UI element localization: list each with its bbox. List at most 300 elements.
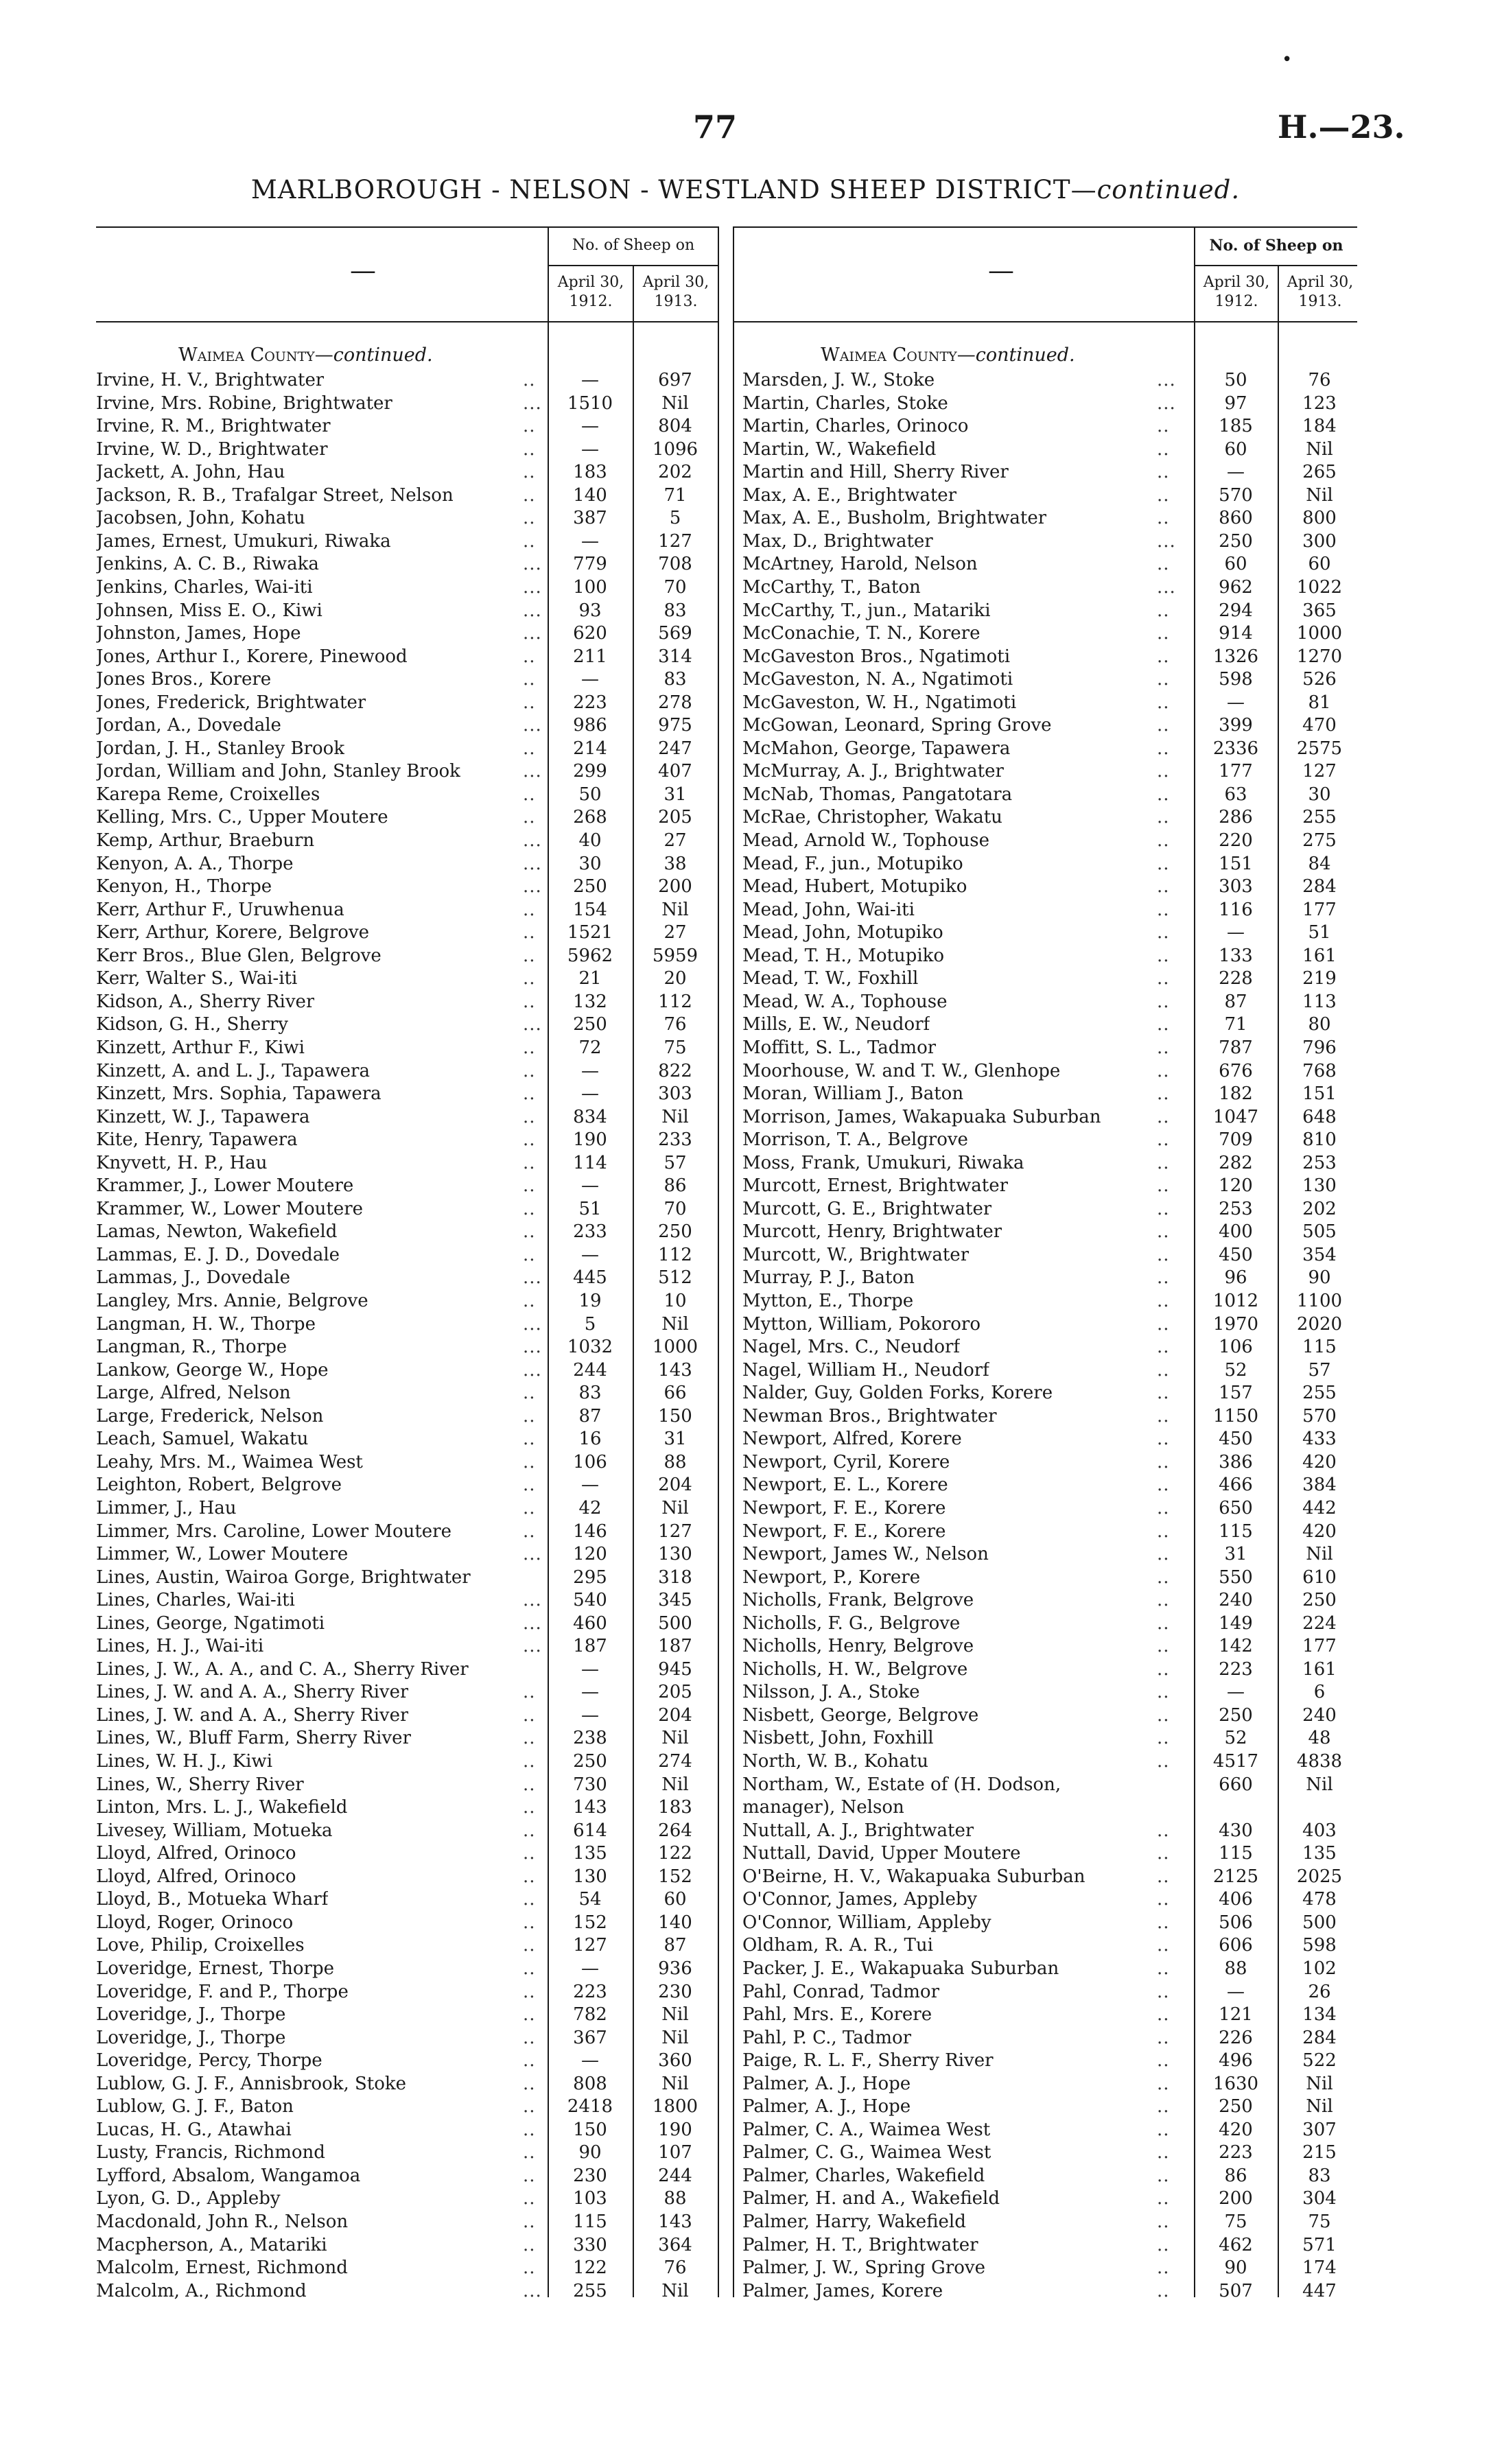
table-row: [96, 922, 718, 944]
holder-name: Mead, T. H., Motupiko: [742, 945, 945, 966]
table-row: [96, 1750, 718, 1773]
table-row: [742, 760, 1357, 783]
table-row: [742, 991, 1357, 1013]
holder-name: Linton, Mrs. L. J., Wakefield: [96, 1797, 348, 1818]
count-1912: 367: [573, 2027, 607, 2048]
count-1913: 364: [658, 2234, 692, 2255]
count-1912: 87: [1224, 991, 1247, 1012]
holder-name: Leahy, Mrs. M., Waimea West: [96, 1451, 363, 1472]
count-1913: 70: [664, 1198, 687, 1219]
holder-name: Jackett, A. John, Hau: [96, 462, 285, 483]
holder-name: Jordan, J. H., Stanley Brook: [96, 738, 345, 759]
leader-dots: ..: [523, 2188, 536, 2209]
count-1912: 106: [1219, 1337, 1253, 1358]
count-1912: 250: [1219, 530, 1253, 552]
table-row: [742, 1336, 1357, 1359]
count-1912: 220: [1219, 830, 1253, 851]
leader-dots: ..: [523, 370, 536, 390]
leader-dots: ..: [1157, 416, 1170, 437]
holder-name: McRae, Christopher, Wakatu: [742, 807, 1002, 828]
holder-name: McCarthy, T., jun., Matariki: [742, 600, 991, 621]
count-1912: 116: [1219, 899, 1253, 920]
holder-name: Lusty, Francis, Richmond: [96, 2142, 325, 2163]
leader-dots: ..: [1157, 738, 1170, 759]
count-1912: 462: [1219, 2234, 1253, 2255]
leader-dots: ..: [1157, 1198, 1170, 1219]
table-row: [742, 369, 1357, 392]
count-1912: 97: [1224, 392, 1247, 414]
leader-dots: ..: [523, 1912, 536, 1933]
table-row: [742, 1866, 1357, 1888]
leader-dots: ..: [523, 1958, 536, 1979]
count-1912: —: [1227, 1981, 1245, 2002]
count-1912: 120: [1219, 1175, 1253, 1197]
count-1913: Nil: [1306, 484, 1333, 506]
count-1913: 250: [658, 1221, 692, 1243]
count-1913: 571: [1302, 2234, 1337, 2255]
holder-name: Jacobsen, John, Kohatu: [96, 508, 305, 529]
table-row: [96, 2187, 718, 2210]
holder-name: Leighton, Robert, Belgrove: [96, 1475, 342, 1496]
count-1912: 21: [578, 968, 602, 989]
table-row: [742, 1405, 1357, 1428]
count-1912: 177: [1219, 761, 1253, 782]
count-1912: 140: [573, 484, 607, 506]
table-row: [96, 1681, 718, 1704]
table-row: [96, 760, 718, 783]
table-row: [742, 2165, 1357, 2187]
table-row: [96, 1612, 718, 1635]
count-1912: 303: [1219, 876, 1253, 897]
holder-name: Palmer, Charles, Wakefield: [742, 2165, 985, 2186]
count-1913: 265: [1302, 462, 1337, 483]
leader-dots: ...: [523, 576, 542, 598]
count-1913: 300: [1302, 530, 1337, 552]
count-1912: 466: [1219, 1475, 1253, 1496]
count-1913: 187: [658, 1636, 692, 1657]
count-1913: 2020: [1296, 1313, 1343, 1335]
leader-dots: ...: [523, 1590, 542, 1611]
count-1913: 134: [1302, 2004, 1337, 2026]
count-1913: 800: [1302, 508, 1337, 529]
holder-name: James, Ernest, Umukuri, Riwaka: [96, 530, 391, 552]
leader-dots: ...: [523, 1313, 542, 1335]
leader-dots: ..: [1157, 1843, 1170, 1864]
count-1913: 512: [658, 1267, 692, 1289]
table-row: [742, 2027, 1357, 2050]
table-row: [742, 1267, 1357, 1289]
holder-name: Kemp, Arthur, Braeburn: [96, 830, 315, 851]
table-row: [96, 2142, 718, 2164]
holder-name: Palmer, Harry, Wakefield: [742, 2211, 966, 2232]
holder-name: McCarthy, T., Baton: [742, 576, 921, 598]
count-1913: 205: [658, 1682, 692, 1703]
holder-name: Martin, Charles, Stoke: [742, 392, 948, 414]
holder-name: Loveridge, Percy, Thorpe: [96, 2050, 322, 2072]
holder-name: Kenyon, A. A., Thorpe: [96, 853, 294, 874]
count-1912: 142: [1219, 1636, 1253, 1657]
table-row: [742, 1612, 1357, 1635]
count-1912: 152: [573, 1912, 607, 1933]
count-1912: 450: [1219, 1429, 1253, 1450]
holder-name: McGowan, Leonard, Spring Grove: [742, 715, 1052, 736]
table-row: [96, 1175, 718, 1197]
count-1912: 650: [1219, 1497, 1253, 1518]
table-row: [742, 1981, 1357, 2004]
count-1912: 782: [573, 2004, 607, 2026]
table-row: [742, 2187, 1357, 2210]
table-row: [742, 1152, 1357, 1175]
count-1913: 202: [1302, 1198, 1337, 1219]
leader-dots: ..: [1157, 1544, 1170, 1565]
leader-dots: ..: [1157, 1359, 1170, 1381]
count-1913: 284: [1302, 876, 1337, 897]
table-row: [96, 1405, 718, 1428]
count-1913: 204: [658, 1704, 692, 1726]
count-1913: 86: [664, 1175, 687, 1197]
count-1912: 255: [573, 2280, 607, 2301]
count-1913: 1000: [1296, 623, 1343, 644]
leader-dots: ..: [1157, 1244, 1170, 1265]
leader-dots: ..: [1157, 2165, 1170, 2186]
leader-dots: ..: [523, 2257, 536, 2279]
holder-name: Paige, R. L. F., Sherry River: [742, 2050, 994, 2072]
table-row: [96, 1474, 718, 1497]
holder-name: Mead, John, Wai-iti: [742, 899, 915, 920]
leader-dots: ..: [523, 1083, 536, 1105]
leader-dots: ..: [523, 508, 536, 529]
count-1913: 6: [1313, 1682, 1326, 1703]
count-1912: 50: [578, 784, 602, 805]
count-1912: 90: [1224, 2257, 1247, 2279]
count-1913: 1270: [1296, 646, 1343, 667]
table-row: [96, 1037, 718, 1059]
count-1912: 52: [1224, 1359, 1247, 1381]
count-1912: 122: [573, 2257, 607, 2279]
table-row: [96, 806, 718, 829]
table-row: [96, 438, 718, 461]
page-number: 77: [693, 108, 738, 145]
leader-dots: ..: [1157, 1590, 1170, 1611]
table-row: [96, 2165, 718, 2187]
holder-name: Palmer, James, Korere: [742, 2280, 943, 2301]
count-1913: 123: [1302, 392, 1337, 414]
leader-dots: ..: [1157, 1313, 1170, 1335]
leader-dots: ..: [1157, 1175, 1170, 1197]
count-1912: 253: [1219, 1198, 1253, 1219]
holder-name: Lammas, E. J. D., Dovedale: [96, 1244, 340, 1265]
count-1912: 214: [573, 738, 607, 759]
right-col2-header: April 30, 1913.: [1287, 274, 1354, 310]
table-row: [96, 1934, 718, 1957]
table-row: [96, 553, 718, 576]
count-1912: —: [581, 669, 599, 690]
count-1913: 5959: [652, 945, 698, 966]
holder-name: Lines, J. W., A. A., and C. A., Sherry River: [96, 1658, 469, 1680]
count-1912: —: [1227, 922, 1245, 943]
left-group-header: No. of Sheep on: [572, 237, 695, 254]
holder-name: Knyvett, H. P., Hau: [96, 1152, 268, 1173]
table-row: [742, 1842, 1357, 1865]
count-1912: 5962: [567, 945, 613, 966]
count-1912: 1970: [1212, 1313, 1259, 1335]
table-row: [742, 1567, 1357, 1589]
holder-name: Nicholls, H. W., Belgrove: [742, 1658, 968, 1680]
table-row: [742, 2211, 1357, 2233]
count-1912: 250: [1219, 2096, 1253, 2117]
holder-name: Morrison, James, Wakapuaka Suburban: [742, 1106, 1101, 1127]
count-1913: 233: [658, 1129, 692, 1151]
count-1913: 420: [1302, 1451, 1337, 1472]
holder-name: Murcott, W., Brightwater: [742, 1244, 970, 1265]
count-1912: 71: [1224, 1014, 1247, 1035]
count-1913: 135: [1302, 1843, 1337, 1864]
count-1912: 200: [1219, 2188, 1253, 2209]
table-row: [742, 1681, 1357, 1704]
count-1912: 83: [578, 1383, 602, 1404]
leader-dots: ..: [1157, 1521, 1170, 1542]
count-1913: 88: [664, 2188, 687, 2209]
count-1912: 860: [1219, 508, 1253, 529]
count-1912: 250: [573, 876, 607, 897]
count-1913: 470: [1302, 715, 1337, 736]
table-row: [742, 922, 1357, 944]
count-1913: 107: [658, 2142, 692, 2163]
count-1913: 275: [1302, 830, 1337, 851]
leader-dots: ...: [1157, 576, 1176, 598]
count-1912: 1521: [567, 922, 613, 943]
leader-dots: ...: [523, 830, 542, 851]
leader-dots: ..: [1157, 484, 1170, 506]
count-1913: 804: [658, 416, 692, 437]
table-row: [96, 2211, 718, 2233]
leader-dots: ..: [523, 1106, 536, 1127]
leader-dots: ..: [1157, 1889, 1170, 1910]
count-1912: —: [581, 1475, 599, 1496]
holder-name: Nuttall, David, Upper Moutere: [742, 1843, 1021, 1864]
count-1913: Nil: [661, 899, 689, 920]
leader-dots: ..: [1157, 2004, 1170, 2026]
table-row: [96, 1013, 718, 1036]
holder-name: Moffitt, S. L., Tadmor: [742, 1037, 937, 1058]
count-1913: 822: [658, 1060, 692, 1081]
leader-dots: ..: [1157, 646, 1170, 667]
holder-name: Jackson, R. B., Trafalgar Street, Nelson: [96, 484, 454, 506]
leader-dots: ..: [1157, 2096, 1170, 2117]
count-1913: 447: [1302, 2280, 1337, 2301]
count-1913: 697: [658, 370, 692, 390]
count-1912: —: [581, 530, 599, 552]
count-1913: 202: [658, 462, 692, 483]
table-row: [742, 738, 1357, 760]
count-1912: 115: [573, 2211, 607, 2232]
leader-dots: ...: [523, 600, 542, 621]
count-1913: Nil: [661, 2073, 689, 2094]
leader-dots: ..: [1157, 2234, 1170, 2255]
table-row: [96, 646, 718, 668]
count-1913: 152: [658, 1866, 692, 1887]
count-1913: 936: [658, 1958, 692, 1979]
holder-name: Lankow, George W., Hope: [96, 1359, 329, 1381]
table-row: [96, 1221, 718, 1243]
count-1913: 768: [1302, 1060, 1337, 1081]
count-1912: 106: [573, 1451, 607, 1472]
count-1913: 345: [658, 1590, 692, 1611]
table-row: [742, 438, 1357, 461]
count-1912: 250: [573, 1014, 607, 1035]
leader-dots: ...: [523, 1337, 542, 1358]
leader-dots: ..: [1157, 1751, 1170, 1772]
table-row: [96, 1912, 718, 1934]
holder-name: Newport, James W., Nelson: [742, 1544, 989, 1565]
leader-dots: ..: [523, 922, 536, 943]
document-reference: H.—23.: [1278, 108, 1405, 145]
leader-dots: ..: [523, 1175, 536, 1197]
holder-name: Mytton, William, Pokororo: [742, 1313, 981, 1335]
count-1913: 90: [1308, 1267, 1331, 1289]
holder-name: Loveridge, F. and P., Thorpe: [96, 1981, 349, 2002]
count-1913: 184: [1302, 416, 1337, 437]
count-1912: 16: [578, 1429, 602, 1450]
leader-dots: ..: [523, 1060, 536, 1081]
count-1912: 445: [573, 1267, 607, 1289]
table-row: [742, 646, 1357, 668]
table-row: [96, 967, 718, 990]
holder-name: Newport, F. E., Korere: [742, 1521, 946, 1542]
holder-name: Palmer, A. J., Hope: [742, 2073, 911, 2094]
count-1913: 88: [664, 1451, 687, 1472]
holder-name: Newport, P., Korere: [742, 1567, 921, 1588]
left-name-header: —: [350, 255, 376, 285]
leader-dots: ..: [523, 1405, 536, 1427]
count-1912: 185: [1219, 416, 1253, 437]
table-row: [96, 738, 718, 760]
count-1912: 1630: [1212, 2073, 1259, 2094]
leader-dots: ..: [523, 1866, 536, 1887]
table-row: [742, 806, 1357, 829]
count-1913: 230: [658, 1981, 692, 2002]
holder-name: Max, A. E., Brightwater: [742, 484, 957, 506]
count-1913: 253: [1302, 1152, 1337, 1173]
count-1912: 730: [573, 1774, 607, 1795]
table-row: [96, 876, 718, 898]
table-row: [96, 853, 718, 876]
table-row: [742, 1359, 1357, 1382]
count-1912: 183: [573, 462, 607, 483]
count-1912: 282: [1219, 1152, 1253, 1173]
leader-dots: ..: [1157, 508, 1170, 529]
count-1913: 570: [1302, 1405, 1337, 1427]
count-1912: 4517: [1212, 1751, 1259, 1772]
left-header-top-rule: [96, 226, 718, 228]
holder-name: Irvine, W. D., Brightwater: [96, 438, 328, 460]
holder-name: Max, D., Brightwater: [742, 530, 933, 552]
holder-name: Kinzett, W. J., Tapawera: [96, 1106, 310, 1127]
table-row: [96, 2234, 718, 2257]
holder-name: Lines, George, Ngatimoti: [96, 1612, 325, 1634]
table-row: [742, 2234, 1357, 2257]
table-row: [96, 1567, 718, 1589]
count-1913: 57: [1308, 1359, 1331, 1381]
table-row: [96, 1658, 718, 1681]
table-row: [96, 392, 718, 415]
count-1913: Nil: [661, 1774, 689, 1795]
count-1913: 27: [664, 922, 687, 943]
count-1912: 190: [573, 1129, 607, 1151]
leader-dots: ...: [523, 1267, 542, 1289]
table-row: [742, 2257, 1357, 2279]
holder-name: Nagel, William H., Neudorf: [742, 1359, 989, 1381]
table-row: [742, 1704, 1357, 1727]
count-1913: 127: [658, 1521, 692, 1542]
table-row: [96, 461, 718, 484]
leader-dots: ..: [523, 1152, 536, 1173]
count-1912: 1032: [567, 1337, 613, 1358]
leader-dots: ..: [1157, 2142, 1170, 2163]
leader-dots: ..: [1157, 462, 1170, 483]
leader-dots: ...: [523, 761, 542, 782]
leader-dots: ..: [1157, 1383, 1170, 1404]
count-1913: 526: [1302, 669, 1337, 690]
table-row: [96, 714, 718, 737]
count-1912: 211: [573, 646, 607, 667]
count-1912: 133: [1219, 945, 1253, 966]
table-row: [742, 2004, 1357, 2026]
count-1913: 60: [1308, 554, 1331, 575]
holder-name: O'Connor, William, Appleby: [742, 1912, 991, 1933]
holder-name: Max, A. E., Busholm, Brightwater: [742, 508, 1047, 529]
table-row: [96, 784, 718, 806]
count-1912: 450: [1219, 1244, 1253, 1265]
left-header-bottom-rule: [96, 321, 718, 322]
holder-name: Lyon, G. D., Appleby: [96, 2188, 281, 2209]
count-1913: 27: [664, 830, 687, 851]
table-row: [96, 1727, 718, 1750]
count-1912: —: [581, 416, 599, 437]
count-1913: 478: [1302, 1889, 1337, 1910]
leader-dots: ..: [523, 1682, 536, 1703]
count-1913: 945: [658, 1658, 692, 1680]
leader-dots: ..: [523, 1704, 536, 1726]
count-1912: 430: [1219, 1820, 1253, 1841]
count-1913: 1000: [652, 1337, 698, 1358]
leader-dots: ..: [1157, 1037, 1170, 1058]
holder-name: Lines, W. H. J., Kiwi: [96, 1751, 273, 1772]
table-row: [96, 1589, 718, 1612]
count-1913: 75: [664, 1037, 687, 1058]
table-row: [742, 1820, 1357, 1842]
leader-dots: ..: [1157, 1221, 1170, 1243]
leader-dots: ..: [1157, 2073, 1170, 2094]
leader-dots: ..: [523, 530, 536, 552]
count-1913: 83: [664, 669, 687, 690]
table-row: [742, 622, 1357, 645]
count-1912: 1150: [1212, 1405, 1259, 1427]
table-row: [742, 1727, 1357, 1750]
holder-name: Mytton, E., Thorpe: [742, 1291, 914, 1311]
leader-dots: ..: [1157, 2027, 1170, 2048]
holder-name: Limmer, Mrs. Caroline, Lower Moutere: [96, 1521, 451, 1542]
right-left-rule: [733, 226, 734, 2297]
count-1912: 244: [573, 1359, 607, 1381]
holder-name: Large, Alfred, Nelson: [96, 1383, 291, 1404]
holder-name: Mead, Hubert, Motupiko: [742, 876, 967, 897]
table-row: [742, 830, 1357, 852]
table-row: [96, 1796, 718, 1819]
table-row: [742, 1958, 1357, 1980]
count-1913: Nil: [661, 392, 689, 414]
count-1913: Nil: [661, 1497, 689, 1518]
